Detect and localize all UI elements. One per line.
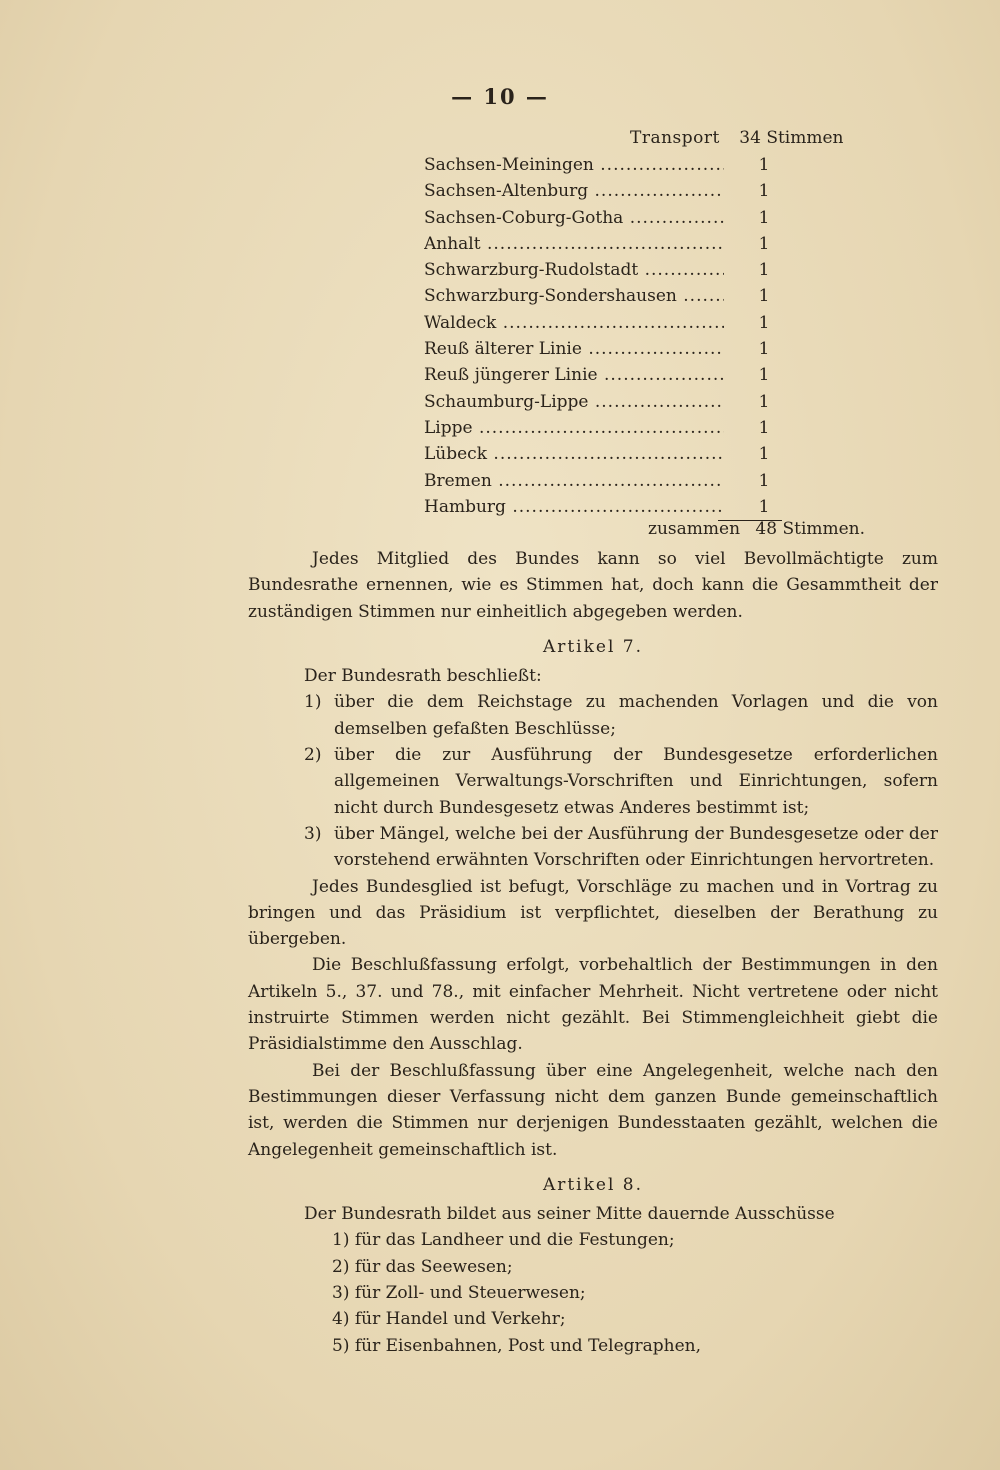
- state-name: Waldeck .....: [424, 310, 724, 336]
- list-item: 1) für das Landheer und die Festungen;: [332, 1230, 675, 1251]
- list-item: [304, 821, 938, 874]
- item-number: 2): [304, 745, 322, 766]
- state-name: Sachsen-Coburg-Gotha .....: [424, 205, 724, 231]
- total-unit: Stimmen.: [782, 519, 866, 539]
- total-line: [648, 519, 865, 539]
- paragraph: Jedes Mitglied des Bundes kann so viel Bevollmächtigte zum Bundesrathe ernennen, wie es Stimmen hat, doch kann die Gesammtheit der zuständigen Stimmen nur einheitlich abgegeben werden.: [248, 549, 938, 622]
- article-heading: Artikel 7.: [542, 636, 644, 657]
- transport-line: [630, 128, 850, 148]
- vote-count: 1: [758, 155, 770, 175]
- item-text: über Mängel, welche bei der Ausführung der Bundesgesetze oder der vorstehend erwähnten Vorschriften oder Einrichtungen hervortreten.: [334, 823, 938, 871]
- list-item: 2) für das Seewesen;: [332, 1256, 513, 1277]
- list-item: 3) für Zoll- und Steuerwesen;: [332, 1283, 586, 1304]
- vote-count: 1: [758, 312, 770, 333]
- item-number: 3): [304, 823, 322, 844]
- vote-count: 1: [758, 391, 770, 412]
- state-name: Reuß jüngerer Linie .....: [424, 362, 724, 388]
- vote-row: [424, 231, 784, 257]
- state-name: Bremen .....: [424, 468, 724, 494]
- state-name: Schaumburg-Lippe .....: [424, 389, 724, 415]
- total-label: zusammen: [648, 519, 741, 539]
- votes-list: [424, 152, 784, 520]
- vote-row: [424, 362, 784, 388]
- vote-row: [424, 468, 784, 494]
- vote-count: 1: [758, 496, 770, 517]
- state-name: Reuß älterer Linie .....: [424, 336, 724, 362]
- paragraph: Die Beschlußfassung erfolgt, vorbehaltlich der Bestimmungen in den Artikeln 5., 37. und 78., mit einfacher Mehrheit. Nicht vertretene oder nicht instruirte Stimmen werden nicht gezählt. Bei Stimmengleichheit giebt die Präsidialstimme den Ausschlag.: [248, 955, 938, 1055]
- transport-label: Transport: [630, 128, 720, 148]
- item-number: 1): [304, 692, 322, 713]
- article-heading: Artikel 8.: [542, 1174, 644, 1195]
- list-item: [304, 742, 938, 821]
- vote-count: 1: [758, 365, 770, 386]
- state-name: Sachsen-Meiningen .....: [424, 152, 724, 178]
- vote-count: 1: [758, 233, 770, 254]
- vote-row: [424, 336, 784, 362]
- vote-row: [424, 389, 784, 415]
- list-item: [304, 689, 938, 742]
- state-name: Hamburg .....: [424, 494, 724, 520]
- article-lead: Der Bundesrath beschließt:: [304, 666, 542, 687]
- vote-count: 1: [758, 339, 770, 360]
- vote-row: [424, 310, 784, 336]
- list-item: 4) für Handel und Verkehr;: [332, 1309, 566, 1330]
- page-number: — 10 —: [451, 84, 549, 109]
- vote-count: 1: [758, 286, 770, 307]
- vote-row: [424, 441, 784, 467]
- list-item: 5) für Eisenbahnen, Post und Telegraphen,: [332, 1335, 702, 1356]
- vote-count: 1: [758, 181, 770, 202]
- vote-count: 1: [758, 444, 770, 465]
- vote-row: [424, 494, 784, 520]
- vote-row: [424, 178, 784, 204]
- state-name: Lippe .....: [424, 415, 724, 441]
- vote-row: [424, 283, 784, 309]
- vote-row: [424, 152, 784, 178]
- total-value: 48: [755, 519, 778, 539]
- paragraph: Jedes Bundesglied ist befugt, Vorschläge zu machen und in Vortrag zu bringen und das Präsidium ist verpflichtet, dieselben der Berathung zu übergeben.: [248, 876, 938, 950]
- article-lead: Der Bundesrath bildet aus seiner Mitte dauernde Ausschüsse: [304, 1204, 835, 1225]
- vote-count: 1: [758, 470, 770, 491]
- item-text: über die zur Ausführung der Bundesgesetze erforderlichen allgemeinen Verwaltungs-Vorschriften und Einrichtungen, sofern nicht durch Bundesgesetz etwas Anderes bestimmt ist;: [334, 745, 938, 818]
- state-name: Sachsen-Altenburg .....: [424, 178, 724, 204]
- state-name: Lübeck .....: [424, 441, 724, 467]
- body-text: [248, 546, 938, 1359]
- transport-value: 34: [739, 128, 761, 148]
- vote-count: 1: [758, 207, 770, 228]
- state-name: Schwarzburg-Sondershausen .....: [424, 283, 724, 309]
- vote-row: [424, 257, 784, 283]
- paragraph: Bei der Beschlußfassung über eine Angelegenheit, welche nach den Bestimmungen dieser Verfassung nicht dem ganzen Bunde gemeinschaftlich ist, werden die Stimmen nur derjenigen Bundesstaaten gezählt, welchen die Angelegenheit gemeinschaftlich ist.: [248, 1060, 938, 1160]
- item-text: über die dem Reichstage zu machenden Vorlagen und die von demselben gefaßten Beschlüsse;: [334, 692, 938, 739]
- vote-row: [424, 415, 784, 441]
- vote-count: 1: [758, 417, 770, 438]
- state-name: Anhalt .....: [424, 231, 724, 257]
- transport-unit: Stimmen: [766, 128, 844, 148]
- vote-row: [424, 205, 784, 231]
- state-name: Schwarzburg-Rudolstadt .....: [424, 257, 724, 283]
- vote-count: 1: [758, 260, 770, 281]
